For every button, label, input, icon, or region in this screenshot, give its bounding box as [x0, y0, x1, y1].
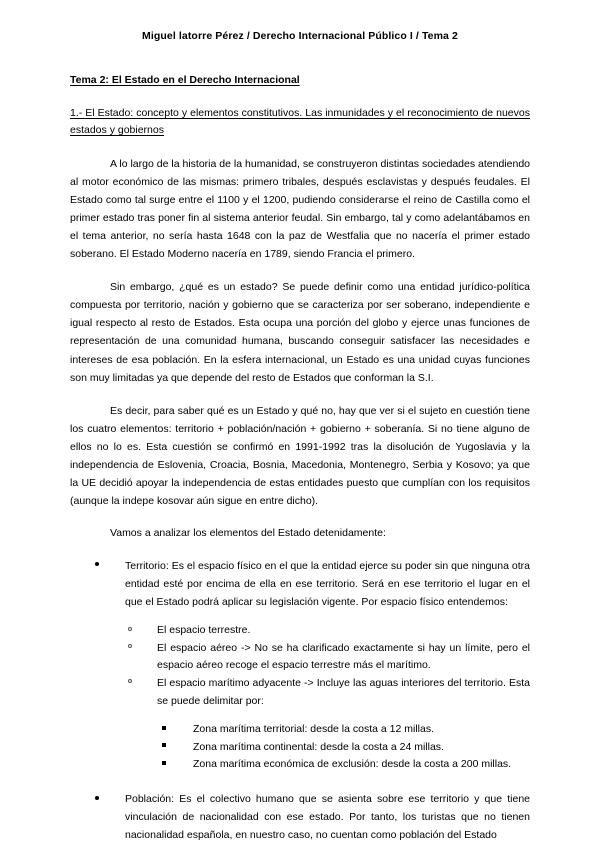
paragraph-history: A lo largo de la historia de la humanidad, se construyeron distintas sociedades atendiendo al motor económico de las mismas: primero tribales, después esclavistas y después feudales. El Estado como tal surge entre el 1100 y el 1200, pudiendo considerarse el reino de Castilla como el primer estado tras poner fin al sistema anterior feudal. Sin embargo, tal y como adelantábamos en el tema anterior, no sería hasta 1648 con la paz de Westfalia que no nacería el primer estado soberano. El Estado Moderno nacería en 1789, siendo Francia el primero. — [70, 158, 530, 261]
page-content — [70, 0, 530, 844]
list-item-text: El espacio aéreo -> No se ha clarificado exactamente si hay un límite, pero el espacio aéreo recoge el espacio terrestre más el marítimo. — [157, 641, 530, 672]
list-item-poblacion — [95, 790, 530, 844]
list-item-text: Población: Es el colectivo humano que se asienta sobre ese territorio y que tiene vinculación de nacionalidad con ese estado. Por tanto, los turistas que no tienen nacionalidad española, en nuestro caso, no cuentan como población del Estado — [125, 793, 530, 842]
list-item-zona-economica — [162, 756, 530, 774]
bullet-circle-icon — [128, 675, 132, 693]
list-item-espacio-terrestre — [128, 622, 530, 640]
list-item-espacio-aereo — [128, 640, 530, 675]
list-item-zona-continental — [162, 739, 530, 757]
section-heading: 1.- El Estado: concepto y elementos constitutivos. Las inmunidades y el reconocimiento de nuevos estados y gobiernos — [70, 106, 530, 137]
bullet-circle-icon — [128, 640, 132, 658]
elements-list — [70, 557, 530, 844]
list-item-territorio — [95, 557, 530, 774]
bullet-square-icon — [162, 721, 166, 739]
paragraph-four-elements: Es decir, para saber qué es un Estado y qué no, hay que ver si el sujeto en cuestión tiene los cuatro elementos: territorio + población/nación + gobierno + soberanía. Si no tiene alguno de ellos no lo es. Esta cuestión se confirmó en 1991-1992 tras la disolución de Yugoslavia y la independencia de Eslovenia, Croacia, Bosnia, Macedonia, Montenegro, Serbia y Kosovo; ya que la UE decidió apoyar la independencia de estas entidades puesto que cumplían con los requisitos (aunque la indepe kosovar aún sigue en entre dicho). — [70, 404, 530, 507]
list-item-text: Zona marítima continental: desde la costa a 24 millas. — [193, 740, 444, 753]
list-item-espacio-maritimo — [128, 675, 530, 774]
bullet-circle-icon — [128, 622, 132, 640]
running-header: Miguel latorre Pérez / Derecho Internacional Público I / Tema 2 — [142, 30, 458, 42]
bullet-disc-icon — [95, 790, 105, 808]
territorio-subsections — [125, 622, 530, 774]
list-item-text: El espacio marítimo adyacente -> Incluye las aguas interiores del territorio. Esta se puede delimitar por: — [157, 676, 530, 707]
list-item-text: Zona marítima territorial: desde la costa a 12 millas. — [193, 723, 435, 736]
paragraph-intro-list: Vamos a analizar los elementos del Estado detenidamente: — [110, 526, 386, 539]
page-title: Tema 2: El Estado en el Derecho Internacional — [70, 73, 300, 86]
zonas-maritimas-list — [157, 721, 530, 774]
list-item-text: Territorio: Es el espacio físico en el que la entidad ejerce su poder sin que ninguna otra entidad esté por encima de ella en ese territorio. Será en ese territorio el lugar en el que el Estado podrá aplicar su legislación vigente. Por espacio físico entendemos: — [125, 559, 530, 609]
espacio-fisico-list — [125, 622, 530, 774]
list-item-zona-territorial — [162, 721, 530, 739]
bullet-square-icon — [162, 756, 166, 774]
paragraph-definition: Sin embargo, ¿qué es un estado? Se puede definir como una entidad jurídico-política compuesta por territorio, nación y gobierno que se caracteriza por ser soberano, independiente e igual respecto al resto de Estados. Esta ocupa una porción del globo y ejerce unas funciones de representación de una comunidad humana, buscando conseguir satisfacer las necesidades e intereses de esa población. En la esfera internacional, un Estado es una unidad cuyas funciones son muy limitadas ya que depende del resto de Estados que conforman la S.I. — [70, 281, 530, 384]
bullet-disc-icon — [95, 557, 105, 575]
list-item-text: El espacio terrestre. — [157, 624, 251, 637]
list-item-text: Zona marítima económica de exclusión: desde la costa a 200 millas. — [193, 758, 512, 771]
bullet-square-icon — [162, 739, 166, 757]
